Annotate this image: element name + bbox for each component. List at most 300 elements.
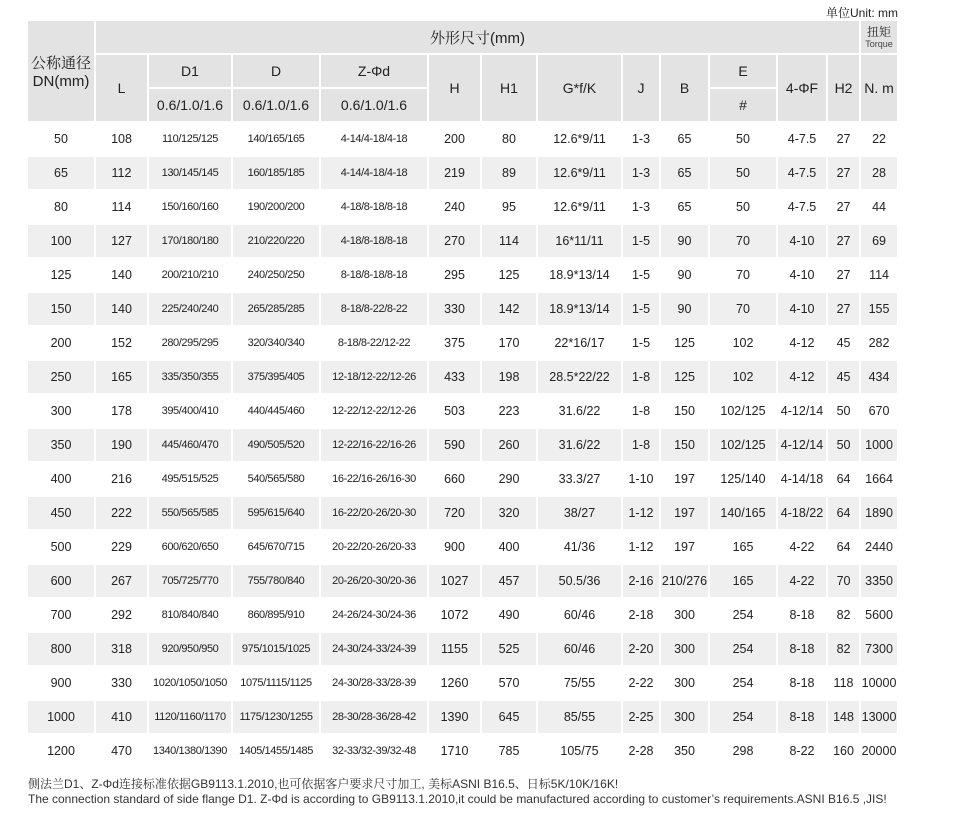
table-cell: 1-5 (623, 259, 661, 293)
footnote-cn: 侧法兰D1、Z-Φd连接标准依据GB9113.1.2010,也可依据客户要求尺寸加工, 美标ASNI B16.5、日标5K/10K/16K! (28, 777, 619, 791)
table-cell: 223 (482, 395, 538, 429)
table-cell: 470 (96, 735, 149, 769)
table-cell: 65 (661, 191, 710, 225)
table-cell: 1000 (861, 429, 899, 463)
table-cell: 4-10 (778, 293, 828, 327)
table-cell: 222 (96, 497, 149, 531)
table-cell: 4-14/18 (778, 463, 828, 497)
table-cell: 645 (482, 701, 538, 735)
table-cell: 8-22 (778, 735, 828, 769)
table-cell: 540/565/580 (233, 463, 321, 497)
table-cell: 150 (661, 429, 710, 463)
table-cell: 16-22/16-26/16-30 (321, 463, 429, 497)
table-cell: 1000 (28, 701, 96, 735)
table-cell: 24-30/24-33/24-39 (321, 633, 429, 667)
table-row (28, 565, 899, 599)
header-G: G*f/K (538, 55, 623, 123)
table-cell: 7300 (861, 633, 899, 667)
table-cell: 18.9*13/14 (538, 259, 623, 293)
header-J: J (623, 55, 661, 123)
table-row (28, 293, 899, 327)
header-E: E (710, 55, 778, 89)
table-cell: 65 (661, 157, 710, 191)
header-L: L (96, 55, 149, 123)
table-cell: 240/250/250 (233, 259, 321, 293)
table-cell: 4-12 (778, 327, 828, 361)
table-cell: 8-18 (778, 667, 828, 701)
table-cell: 4-12 (778, 361, 828, 395)
table-cell: 254 (710, 633, 778, 667)
table-cell: 45 (828, 327, 861, 361)
table-row (28, 395, 899, 429)
table-row (28, 633, 899, 667)
table-cell: 525 (482, 633, 538, 667)
table-cell: 50.5/36 (538, 565, 623, 599)
table-cell: 197 (661, 463, 710, 497)
table-cell: 1027 (429, 565, 482, 599)
table-cell: 102/125 (710, 395, 778, 429)
table-cell: 102 (710, 327, 778, 361)
table-cell: 267 (96, 565, 149, 599)
table-cell: 150 (28, 293, 96, 327)
table-cell: 900 (28, 667, 96, 701)
table-cell: 27 (828, 225, 861, 259)
table-cell: 290 (482, 463, 538, 497)
table-cell: 410 (96, 701, 149, 735)
table-cell: 110/125/125 (149, 123, 233, 157)
table-cell: 10000 (861, 667, 899, 701)
table-cell: 8-18 (778, 701, 828, 735)
table-cell: 4-7.5 (778, 157, 828, 191)
table-row (28, 667, 899, 701)
table-cell: 70 (710, 293, 778, 327)
table-cell: 600 (28, 565, 96, 599)
table-cell: 31.6/22 (538, 395, 623, 429)
table-cell: 1-8 (623, 429, 661, 463)
table-cell: 4-22 (778, 565, 828, 599)
table-cell: 170 (482, 327, 538, 361)
table-row (28, 225, 899, 259)
table-cell: 125/140 (710, 463, 778, 497)
table-row (28, 531, 899, 565)
table-cell: 260 (482, 429, 538, 463)
table-cell: 95 (482, 191, 538, 225)
table-cell: 2-25 (623, 701, 661, 735)
table-cell: 24-26/24-30/24-36 (321, 599, 429, 633)
header-E-sub: # (710, 89, 778, 123)
table-cell: 200 (28, 327, 96, 361)
table-cell: 82 (828, 633, 861, 667)
table-cell: 70 (828, 565, 861, 599)
table-cell: 114 (482, 225, 538, 259)
table-cell: 292 (96, 599, 149, 633)
table-cell: 660 (429, 463, 482, 497)
table-cell: 152 (96, 327, 149, 361)
table-cell: 1-3 (623, 123, 661, 157)
table-cell: 118 (828, 667, 861, 701)
table-cell: 755/780/840 (233, 565, 321, 599)
table-cell: 160/185/185 (233, 157, 321, 191)
table-cell: 330 (96, 667, 149, 701)
table-row (28, 735, 899, 769)
table-cell: 298 (710, 735, 778, 769)
table-cell: 1890 (861, 497, 899, 531)
table-cell: 282 (861, 327, 899, 361)
header-torque-cn: 扭矩 (867, 24, 892, 39)
table-cell: 148 (828, 701, 861, 735)
table-cell: 2440 (861, 531, 899, 565)
table-cell: 1-3 (623, 157, 661, 191)
table-cell: 20-26/20-30/20-36 (321, 565, 429, 599)
table-cell: 8-18 (778, 599, 828, 633)
header-pressure-z: 0.6/1.0/1.6 (321, 89, 429, 123)
table-cell: 150 (661, 395, 710, 429)
table-cell: 60/46 (538, 599, 623, 633)
table-cell: 350 (661, 735, 710, 769)
table-cell: 490/505/520 (233, 429, 321, 463)
table-cell: 50 (828, 429, 861, 463)
table-cell: 216 (96, 463, 149, 497)
table-cell: 127 (96, 225, 149, 259)
table-cell: 503 (429, 395, 482, 429)
table-cell: 12-18/12-22/12-26 (321, 361, 429, 395)
table-cell: 645/670/715 (233, 531, 321, 565)
table-cell: 80 (28, 191, 96, 225)
header-H: H (429, 55, 482, 123)
table-cell: 254 (710, 599, 778, 633)
table-cell: 265/285/285 (233, 293, 321, 327)
table-cell: 82 (828, 599, 861, 633)
table-cell: 18.9*13/14 (538, 293, 623, 327)
table-cell: 89 (482, 157, 538, 191)
header-D: D (233, 55, 321, 89)
header-row-1 (28, 21, 899, 55)
table-cell: 12-22/16-22/16-26 (321, 429, 429, 463)
table-cell: 1020/1050/1050 (149, 667, 233, 701)
table-cell: 1-8 (623, 395, 661, 429)
table-cell: 75/55 (538, 667, 623, 701)
table-cell: 400 (482, 531, 538, 565)
table-row (28, 463, 899, 497)
table-cell: 4-12/14 (778, 395, 828, 429)
table-cell: 50 (28, 123, 96, 157)
table-cell: 280/295/295 (149, 327, 233, 361)
header-H2: H2 (828, 55, 861, 123)
table-cell: 375 (429, 327, 482, 361)
table-cell: 50 (828, 395, 861, 429)
table-cell: 16*11/11 (538, 225, 623, 259)
table-cell: 33.3/27 (538, 463, 623, 497)
header-F: 4-ΦF (778, 55, 828, 123)
table-cell: 190/200/200 (233, 191, 321, 225)
header-dn-cn: 公称通径 (30, 55, 91, 72)
table-cell: 860/895/910 (233, 599, 321, 633)
table-cell: 800 (28, 633, 96, 667)
table-row (28, 497, 899, 531)
table-row (28, 327, 899, 361)
table-cell: 20-22/20-26/20-33 (321, 531, 429, 565)
table-cell: 170/180/180 (149, 225, 233, 259)
table-cell: 595/615/640 (233, 497, 321, 531)
header-torque-en: Torque (865, 38, 893, 49)
table-cell: 1390 (429, 701, 482, 735)
table-cell: 1200 (28, 735, 96, 769)
table-cell: 250 (28, 361, 96, 395)
table-cell: 600/620/650 (149, 531, 233, 565)
table-cell: 70 (710, 225, 778, 259)
header-Z: Z-Φd (321, 55, 429, 89)
table-cell: 165 (96, 361, 149, 395)
table-cell: 142 (482, 293, 538, 327)
table-cell: 27 (828, 259, 861, 293)
table-cell: 434 (861, 361, 899, 395)
table-cell: 85/55 (538, 701, 623, 735)
table-cell: 50 (710, 157, 778, 191)
table-cell: 28 (861, 157, 899, 191)
table-cell: 32-33/32-39/32-48 (321, 735, 429, 769)
table-cell: 4-10 (778, 259, 828, 293)
table-cell: 1-10 (623, 463, 661, 497)
table-cell: 550/565/585 (149, 497, 233, 531)
table-cell: 114 (861, 259, 899, 293)
table-cell: 1664 (861, 463, 899, 497)
table-cell: 2-18 (623, 599, 661, 633)
table-cell: 810/840/840 (149, 599, 233, 633)
table-cell: 4-14/4-18/4-18 (321, 123, 429, 157)
table-cell: 197 (661, 497, 710, 531)
header-group-title: 外形尺寸(mm) (96, 21, 861, 55)
table-cell: 1260 (429, 667, 482, 701)
table-cell: 335/350/355 (149, 361, 233, 395)
table-cell: 28-30/28-36/28-42 (321, 701, 429, 735)
table-body (28, 123, 899, 769)
table-cell: 12.6*9/11 (538, 191, 623, 225)
header-dn (28, 21, 96, 123)
table-cell: 5600 (861, 599, 899, 633)
table-cell: 16-22/20-26/20-30 (321, 497, 429, 531)
table-cell: 102/125 (710, 429, 778, 463)
table-cell: 155 (861, 293, 899, 327)
unit-label: 单位Unit: mm (825, 6, 898, 20)
table-cell: 4-7.5 (778, 191, 828, 225)
table-cell: 705/725/770 (149, 565, 233, 599)
table-cell: 320 (482, 497, 538, 531)
table-cell: 2-22 (623, 667, 661, 701)
table-cell: 12.6*9/11 (538, 157, 623, 191)
table-cell: 64 (828, 531, 861, 565)
table-cell: 457 (482, 565, 538, 599)
table-cell: 8-18/8-22/8-22 (321, 293, 429, 327)
table-cell: 160 (828, 735, 861, 769)
table-cell: 8-18 (778, 633, 828, 667)
table-cell: 300 (661, 599, 710, 633)
table-cell: 4-18/22 (778, 497, 828, 531)
table-cell: 27 (828, 123, 861, 157)
table-cell: 670 (861, 395, 899, 429)
table-cell: 80 (482, 123, 538, 157)
table-cell: 4-10 (778, 225, 828, 259)
table-cell: 920/950/950 (149, 633, 233, 667)
table-cell: 320/340/340 (233, 327, 321, 361)
table-cell: 12.6*9/11 (538, 123, 623, 157)
table-cell: 500 (28, 531, 96, 565)
table-cell: 1072 (429, 599, 482, 633)
table-cell: 140 (96, 293, 149, 327)
table-cell: 295 (429, 259, 482, 293)
table-cell: 1175/1230/1255 (233, 701, 321, 735)
table-cell: 200/210/210 (149, 259, 233, 293)
table-cell: 4-7.5 (778, 123, 828, 157)
table-cell: 70 (710, 259, 778, 293)
table-cell: 50 (710, 123, 778, 157)
table-cell: 178 (96, 395, 149, 429)
header-torque (861, 21, 899, 55)
table-cell: 225/240/240 (149, 293, 233, 327)
table-cell: 300 (661, 633, 710, 667)
table-cell: 2-28 (623, 735, 661, 769)
table-cell: 350 (28, 429, 96, 463)
table-cell: 125 (661, 327, 710, 361)
table-cell: 254 (710, 701, 778, 735)
header-row-2 (28, 55, 899, 89)
header-B: B (661, 55, 710, 123)
header-H1: H1 (482, 55, 538, 123)
footnote (28, 777, 887, 807)
table-cell: 4-18/8-18/8-18 (321, 191, 429, 225)
dimension-table (28, 21, 899, 769)
table-cell: 300 (661, 701, 710, 735)
table-cell: 8-18/8-22/12-22 (321, 327, 429, 361)
table-cell: 165 (710, 531, 778, 565)
table-cell: 200 (429, 123, 482, 157)
table-cell: 100 (28, 225, 96, 259)
table-cell: 240 (429, 191, 482, 225)
table-cell: 450 (28, 497, 96, 531)
table-cell: 24-30/28-33/28-39 (321, 667, 429, 701)
table-cell: 12-22/12-22/12-26 (321, 395, 429, 429)
table-row (28, 701, 899, 735)
table-cell: 433 (429, 361, 482, 395)
header-Nm: N. m (861, 55, 899, 123)
table-cell: 395/400/410 (149, 395, 233, 429)
table-cell: 2-20 (623, 633, 661, 667)
table-cell: 125 (661, 361, 710, 395)
table-cell: 4-18/8-18/8-18 (321, 225, 429, 259)
table-cell: 50 (710, 191, 778, 225)
table-cell: 700 (28, 599, 96, 633)
table-cell: 440/445/460 (233, 395, 321, 429)
table-cell: 1-3 (623, 191, 661, 225)
table-cell: 495/515/525 (149, 463, 233, 497)
header-D1: D1 (149, 55, 233, 89)
table-cell: 330 (429, 293, 482, 327)
table-cell: 1-12 (623, 497, 661, 531)
table-cell: 375/395/405 (233, 361, 321, 395)
table-cell: 65 (28, 157, 96, 191)
table-cell: 975/1015/1025 (233, 633, 321, 667)
table-row (28, 123, 899, 157)
table-cell: 2-16 (623, 565, 661, 599)
table-cell: 114 (96, 191, 149, 225)
table-cell: 28.5*22/22 (538, 361, 623, 395)
table-cell: 165 (710, 565, 778, 599)
table-cell: 13000 (861, 701, 899, 735)
table-cell: 210/276 (661, 565, 710, 599)
table-cell: 38/27 (538, 497, 623, 531)
table-row (28, 599, 899, 633)
table-cell: 90 (661, 225, 710, 259)
table-cell: 65 (661, 123, 710, 157)
table-cell: 1155 (429, 633, 482, 667)
table-cell: 210/220/220 (233, 225, 321, 259)
table-row (28, 259, 899, 293)
table-cell: 27 (828, 293, 861, 327)
table-cell: 44 (861, 191, 899, 225)
table-cell: 1710 (429, 735, 482, 769)
table-cell: 198 (482, 361, 538, 395)
table-cell: 60/46 (538, 633, 623, 667)
table-cell: 4-22 (778, 531, 828, 565)
table-cell: 45 (828, 361, 861, 395)
table-cell: 130/145/145 (149, 157, 233, 191)
table-cell: 31.6/22 (538, 429, 623, 463)
table-cell: 20000 (861, 735, 899, 769)
table-row (28, 191, 899, 225)
table-cell: 254 (710, 667, 778, 701)
table-cell: 140/165/165 (233, 123, 321, 157)
table-cell: 1075/1115/1125 (233, 667, 321, 701)
table-cell: 490 (482, 599, 538, 633)
table-cell: 1120/1160/1170 (149, 701, 233, 735)
table-cell: 1340/1380/1390 (149, 735, 233, 769)
table-cell: 1-5 (623, 293, 661, 327)
table-cell: 570 (482, 667, 538, 701)
table-cell: 270 (429, 225, 482, 259)
table-cell: 445/460/470 (149, 429, 233, 463)
table-cell: 4-12/14 (778, 429, 828, 463)
table-row (28, 361, 899, 395)
table-cell: 108 (96, 123, 149, 157)
table-cell: 22 (861, 123, 899, 157)
table-cell: 300 (28, 395, 96, 429)
table-cell: 1-5 (623, 327, 661, 361)
table-cell: 150/160/160 (149, 191, 233, 225)
table-cell: 1-5 (623, 225, 661, 259)
header-pressure-d: 0.6/1.0/1.6 (233, 89, 321, 123)
header-pressure-d1: 0.6/1.0/1.6 (149, 89, 233, 123)
table-cell: 27 (828, 157, 861, 191)
table-cell: 190 (96, 429, 149, 463)
table-cell: 4-14/4-18/4-18 (321, 157, 429, 191)
table-cell: 1-12 (623, 531, 661, 565)
table-cell: 300 (661, 667, 710, 701)
table-cell: 112 (96, 157, 149, 191)
table-cell: 1405/1455/1485 (233, 735, 321, 769)
footnote-en: The connection standard of side flange D1. Z-Φd is according to GB9113.1.2010,it could be manufactured according to customer’s requirements.ASNI B16.5 ,JIS! (28, 792, 887, 806)
table-cell: 590 (429, 429, 482, 463)
table-cell: 229 (96, 531, 149, 565)
table-cell: 64 (828, 463, 861, 497)
table-cell: 64 (828, 497, 861, 531)
table-row (28, 157, 899, 191)
header-dn-en: DN(mm) (32, 73, 90, 90)
table-cell: 90 (661, 259, 710, 293)
table-cell: 22*16/17 (538, 327, 623, 361)
table-cell: 720 (429, 497, 482, 531)
table-cell: 219 (429, 157, 482, 191)
table-cell: 785 (482, 735, 538, 769)
table-cell: 125 (482, 259, 538, 293)
